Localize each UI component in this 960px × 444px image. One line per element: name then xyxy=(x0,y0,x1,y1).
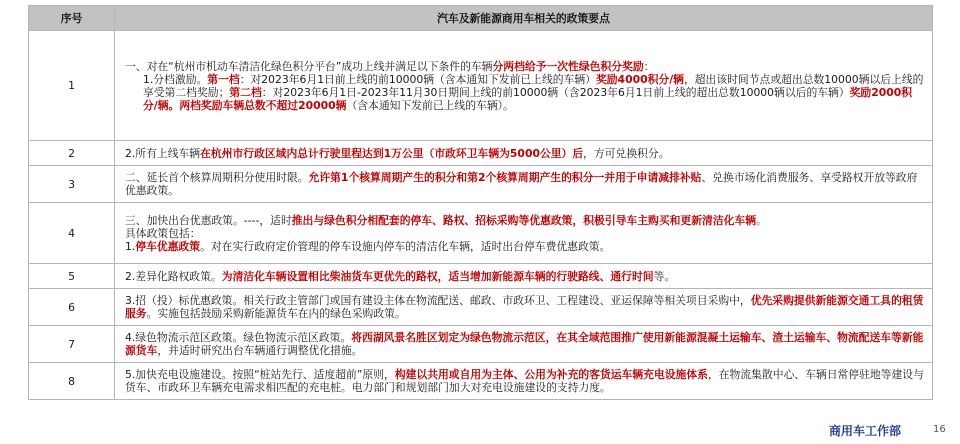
table-row xyxy=(29,289,933,326)
body-text: ： xyxy=(643,59,655,73)
page-number: 16 xyxy=(933,424,946,435)
body-text: 2.所有上线车辆 xyxy=(125,146,201,160)
highlighted-text: 优先采购提供新能源交通工具的租赁服务 xyxy=(125,294,924,320)
table-row xyxy=(29,31,933,141)
table-row xyxy=(29,141,933,166)
policy-paragraph xyxy=(125,368,925,394)
policy-paragraph xyxy=(125,147,925,160)
body-text: 三、加快出台优惠政策。----，适时 xyxy=(125,213,292,227)
body-text: 。对在实行政府定价管理的停车设施内停车的清洁化车辆，适时出台停车费优惠政策。 xyxy=(200,239,611,253)
policy-table xyxy=(28,5,933,400)
body-text: 5.加快充电设施建设。按照“桩站先行、适度超前”原则， xyxy=(125,368,395,381)
table-row xyxy=(29,363,933,400)
policy-text xyxy=(115,363,933,400)
body-text: 具体政策包括： xyxy=(125,226,201,240)
body-text: ，超出该时间节点或超出总数10000辆以后上线的享受第二档奖励； xyxy=(143,72,924,99)
body-text: 2.差异化路权政策。 xyxy=(125,269,222,283)
body-text: 。实施包括鼓励采购新能源货车在内的绿色采购政策。 xyxy=(146,307,406,320)
policy-text xyxy=(115,289,933,326)
policy-paragraph xyxy=(125,331,925,357)
policy-paragraph xyxy=(125,240,925,253)
highlighted-text: 奖励4000积分/辆 xyxy=(595,72,684,86)
policy-paragraph xyxy=(125,171,925,197)
body-text: ：对2023年6月1日-2023年11月30日期间上线的前10000辆（含2023年6月1日前上线的超出总数10000辆以后的车辆） xyxy=(261,85,850,99)
body-text: 二、延长首个核算周期积分使用时限。 xyxy=(125,171,309,184)
policy-paragraph xyxy=(125,227,925,240)
table-header-row xyxy=(29,6,933,31)
row-number: 3 xyxy=(29,166,115,203)
header-index: 序号 xyxy=(29,6,115,31)
row-number: 7 xyxy=(29,326,115,363)
footer-brand: 商用车工作部 xyxy=(829,424,902,438)
highlighted-text: 为清洁化车辆设置相比柴油货车更优先的路权，适当增加新能源车辆的行驶路线、通行时间 xyxy=(221,269,654,283)
policy-paragraph xyxy=(125,214,925,227)
table-row xyxy=(29,264,933,289)
body-text: ，在物流集散中心、车辆日常停驻地等建设与货车、市政环卫车辆充电需求相匹配的充电桩。电力部门和规划部门加大对充电设施建设的支持力度。 xyxy=(125,368,924,394)
highlighted-text: 第一档 xyxy=(207,72,240,86)
policy-text xyxy=(115,141,933,166)
highlighted-text: 停车优惠政策 xyxy=(135,239,201,253)
highlighted-text: 推出与绿色积分相配套的停车、路权、招标采购等优惠政策，积极引导车主购买和更新清洁化车辆 xyxy=(291,213,757,227)
row-number: 2 xyxy=(29,141,115,166)
body-text: 。 xyxy=(756,213,767,227)
body-text: ，并适时研究出台车辆通行调整优化措施。 xyxy=(157,344,363,357)
policy-paragraph xyxy=(125,60,925,73)
highlighted-text: 将西湖风景名胜区划定为绿色物流示范区，在其全域范围推广使用新能源混凝土运输车、渣土运输车、物流配送车等新能源货车 xyxy=(125,331,924,357)
highlighted-text: 允许第1个核算周期产生的积分和第2个核算周期产生的积分一并用于申请减排补贴 xyxy=(308,171,702,184)
highlighted-text: 构建以共用或自用为主体、公用为补充的客货运车辆充电设施体系 xyxy=(394,368,708,381)
table-row xyxy=(29,166,933,203)
body-text: 等。 xyxy=(653,269,676,283)
row-number: 1 xyxy=(29,31,115,141)
highlighted-text: 在杭州市行政区域内总计行驶里程达到1万公里（市政环卫车辆为5000公里）后 xyxy=(200,146,584,160)
body-text: （含本通知下发前已上线的车辆）。 xyxy=(346,98,514,112)
highlighted-text: 第二档 xyxy=(229,85,262,99)
header-title: 汽车及新能源商用车相关的政策要点 xyxy=(115,6,933,31)
table-body xyxy=(29,31,933,400)
policy-paragraph xyxy=(125,270,925,283)
body-text: ：对2023年6月1日前上线的前10000辆（含本通知下发前已上线的车辆） xyxy=(239,72,596,86)
row-number: 6 xyxy=(29,289,115,326)
policy-paragraph xyxy=(125,73,925,112)
policy-paragraph xyxy=(125,294,925,320)
row-number: 4 xyxy=(29,203,115,264)
policy-text xyxy=(115,326,933,363)
row-number: 8 xyxy=(29,363,115,400)
body-text: 3.招（投）标优惠政策。相关行政主管部门或国有建设主体在物流配送、邮政、市政环卫、工程建设、亚运保障等相关项目采购中， xyxy=(125,294,751,307)
policy-text xyxy=(115,264,933,289)
table-row xyxy=(29,203,933,264)
body-text: 1. xyxy=(125,239,136,253)
highlighted-text: 奖励2000积分/辆。两档奖励车辆总数不超过20000辆 xyxy=(143,85,913,112)
policy-text xyxy=(115,31,933,141)
body-text: 一、对在“杭州市机动车清洁化绿色积分平台”成功上线并满足以下条件的车辆 xyxy=(125,59,493,73)
row-number: 5 xyxy=(29,264,115,289)
policy-text xyxy=(115,166,933,203)
body-text: ，方可兑换积分。 xyxy=(583,146,670,160)
table-row xyxy=(29,326,933,363)
highlighted-text: 分两档给予一次性绿色积分奖励 xyxy=(492,59,644,73)
body-text: 、兑换市场化消费服务、享受路权开放等政府优惠政策。 xyxy=(125,171,918,197)
body-text: 4.绿色物流示范区政策。绿色物流示范区政策。 xyxy=(125,331,352,344)
body-text: 1.分档激励。 xyxy=(143,72,208,86)
policy-text xyxy=(115,203,933,264)
